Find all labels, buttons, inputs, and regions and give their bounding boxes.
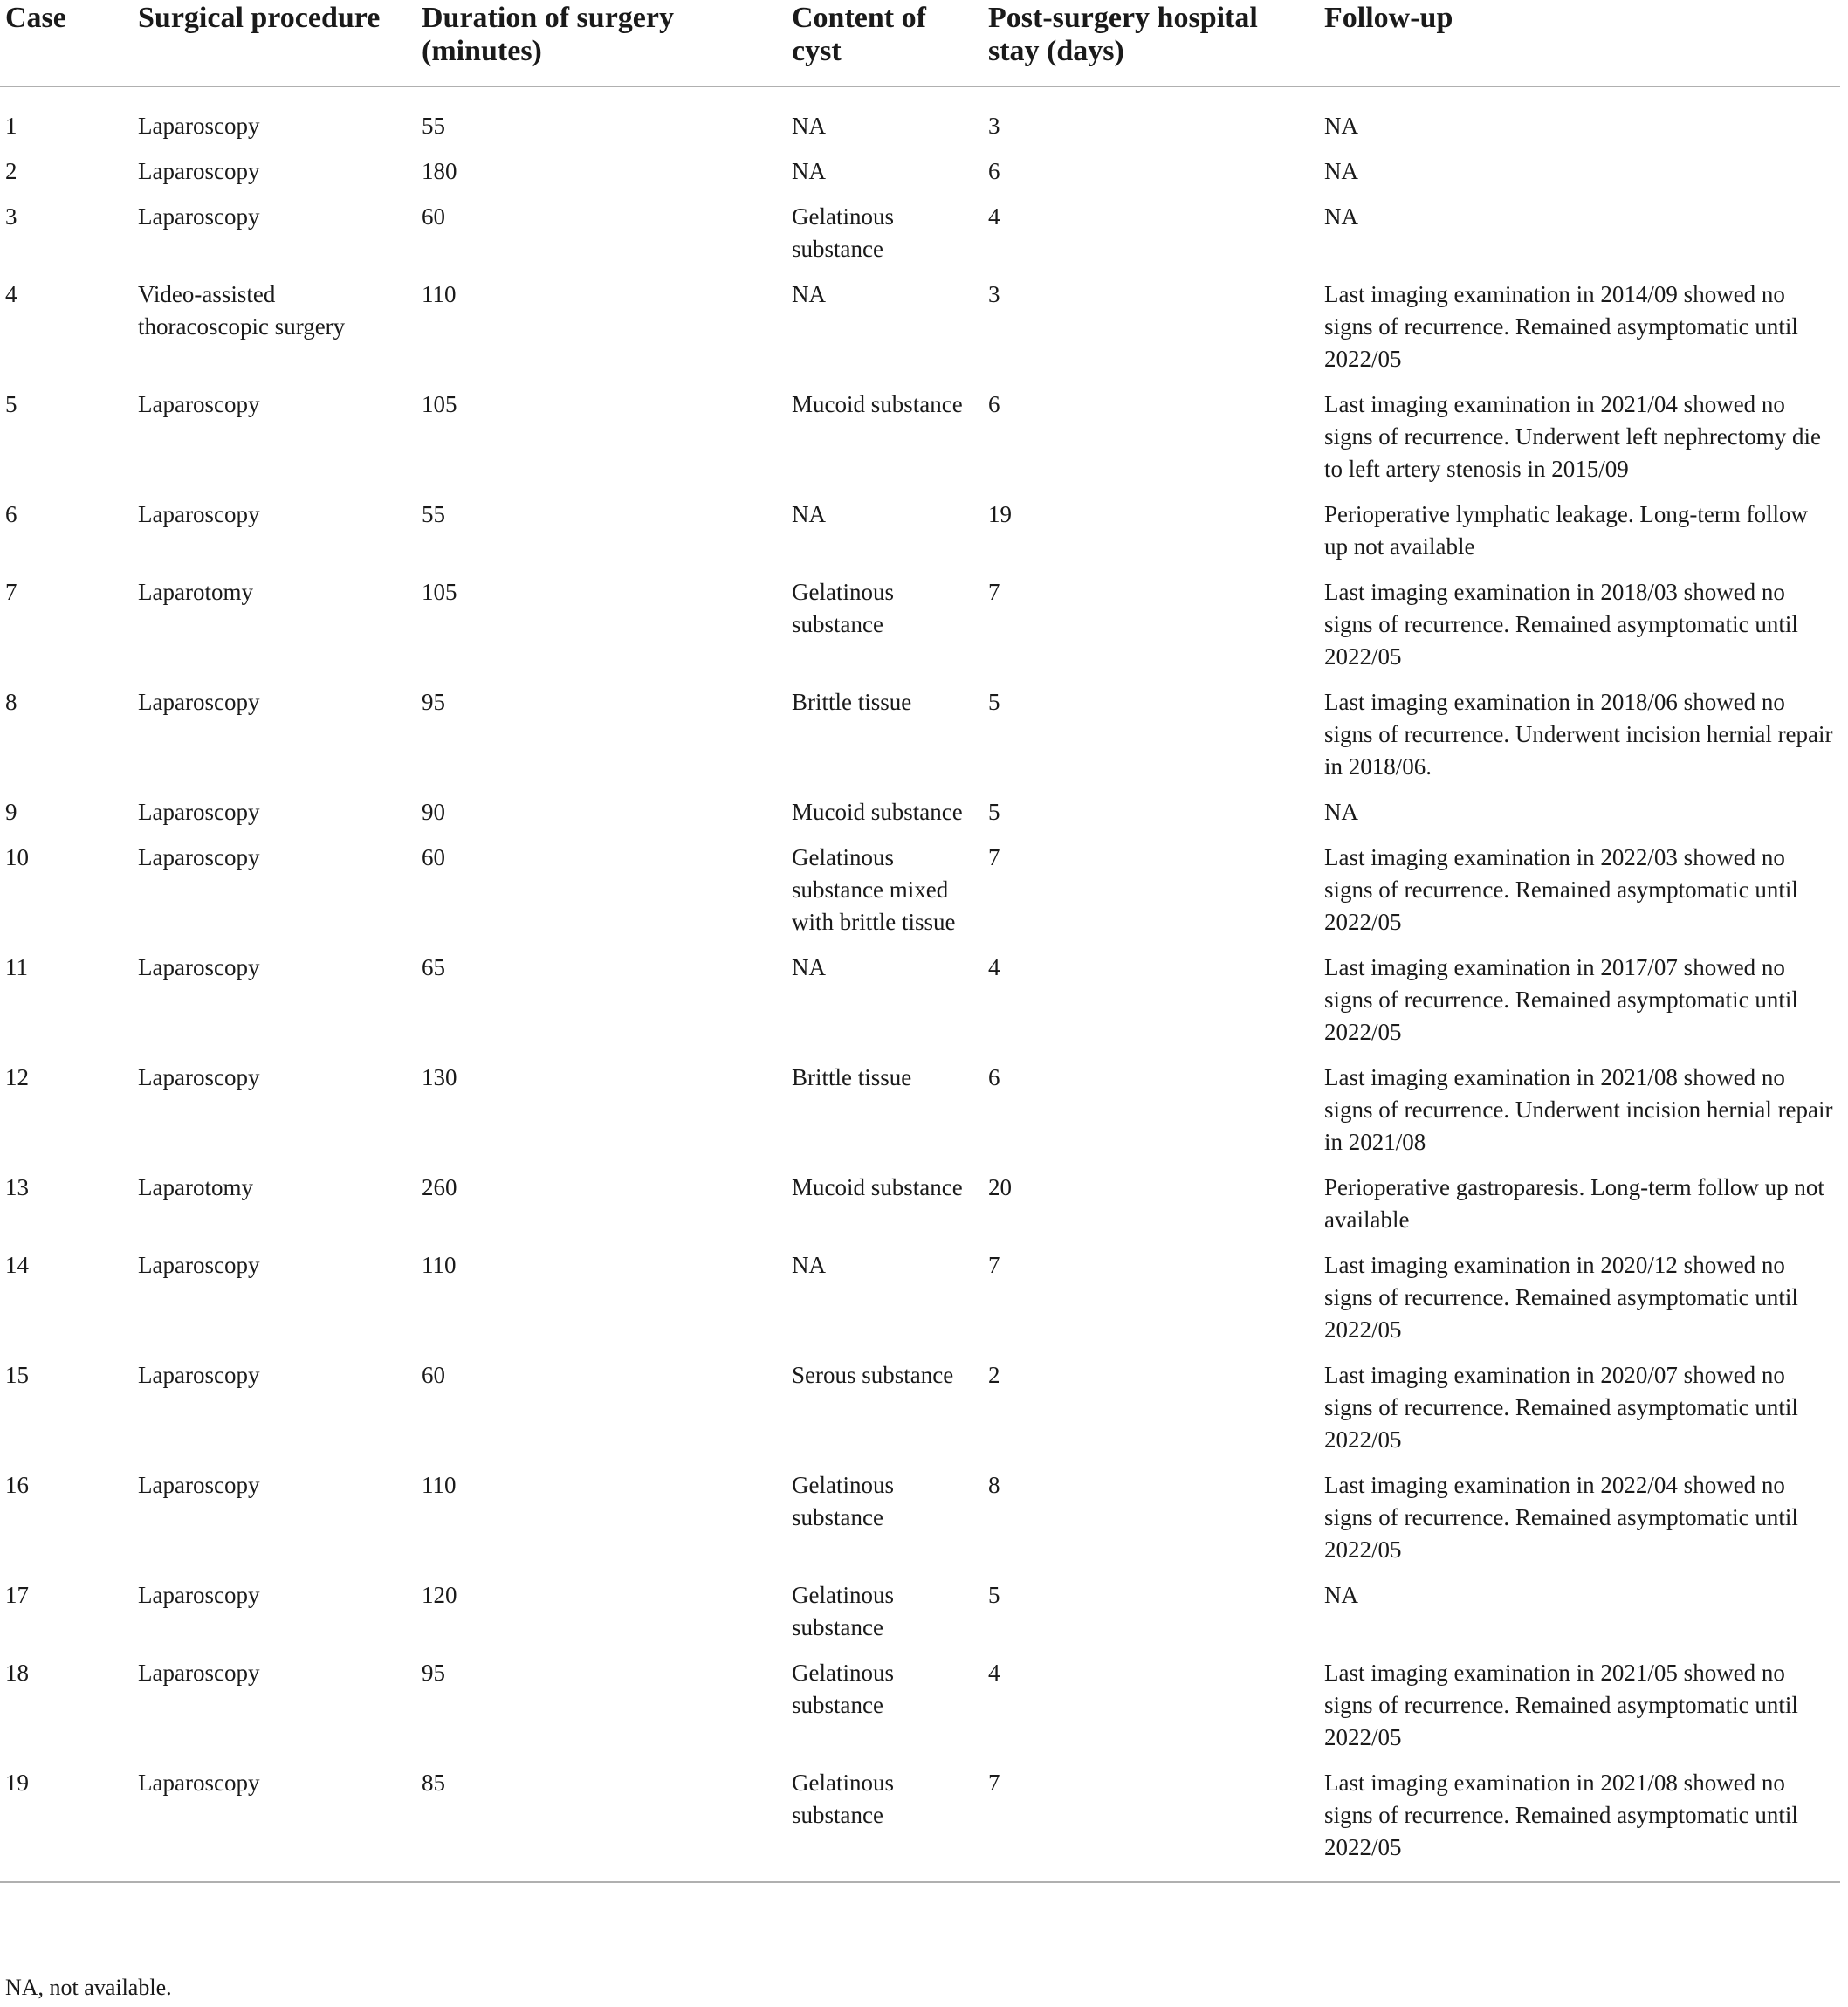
cell-follow-up: Last imaging examination in 2014/09 showed no signs of recurrence. Remained asymptomatic until 2022/05 — [1324, 281, 1798, 372]
cell-hospital-stay: 4 — [988, 1660, 1000, 1686]
cell-content-of-cyst: Mucoid substance — [792, 391, 963, 417]
header-duration: Duration of surgery (minutes) — [416, 0, 787, 86]
cell-surgical-procedure: Laparoscopy — [138, 1660, 260, 1686]
cell-surgical-procedure: Laparoscopy — [138, 1362, 260, 1388]
cell-hospital-stay: 7 — [988, 1252, 1000, 1278]
cell-hospital-stay: 3 — [988, 281, 1000, 307]
cell-content-of-cyst: Serous substance — [792, 1362, 954, 1388]
table-footnote: NA, not available. — [5, 1975, 172, 2000]
cell-case: 11 — [5, 954, 28, 980]
cell-duration: 110 — [422, 281, 457, 307]
table-row — [0, 155, 1840, 201]
cell-surgical-procedure: Laparotomy — [138, 579, 253, 605]
header-case: Case — [0, 0, 133, 86]
cell-hospital-stay: 5 — [988, 689, 1000, 715]
cell-follow-up: Last imaging examination in 2020/07 showed no signs of recurrence. Remained asymptomatic until 2022/05 — [1324, 1362, 1798, 1453]
cell-hospital-stay: 4 — [988, 203, 1000, 230]
cell-duration: 60 — [422, 203, 445, 230]
table-row — [0, 1469, 1840, 1579]
table-row — [0, 1359, 1840, 1469]
cell-case: 10 — [5, 844, 29, 870]
cell-follow-up: Perioperative lymphatic leakage. Long-term follow up not available — [1324, 501, 1809, 560]
cell-case: 9 — [5, 799, 17, 825]
cell-content-of-cyst: NA — [792, 158, 826, 184]
cell-hospital-stay: 5 — [988, 799, 1000, 825]
cell-surgical-procedure: Laparoscopy — [138, 158, 260, 184]
cell-hospital-stay: 6 — [988, 391, 1000, 417]
cell-content-of-cyst: NA — [792, 501, 826, 527]
cell-content-of-cyst: Gelatinous substance — [792, 1582, 894, 1640]
cell-content-of-cyst: Gelatinous substance — [787, 1767, 983, 1882]
table-row — [0, 1657, 1840, 1767]
cell-hospital-stay: 7 — [983, 1767, 1319, 1882]
cell-follow-up: Last imaging examination in 2018/06 showed no signs of recurrence. Underwent incision hernial repair in 2018/06. — [1324, 689, 1833, 780]
cell-surgical-procedure: Laparoscopy — [138, 954, 260, 980]
cell-duration: 180 — [422, 158, 457, 184]
cell-follow-up: Last imaging examination in 2021/08 showed no signs of recurrence. Underwent incision hernial repair in 2021/08 — [1324, 1064, 1833, 1155]
cell-content-of-cyst: Mucoid substance — [792, 1174, 963, 1200]
cell-case: 13 — [5, 1174, 29, 1200]
cell-case: 12 — [5, 1064, 29, 1090]
cell-case: 14 — [5, 1252, 29, 1278]
cell-case: 4 — [5, 281, 17, 307]
cell-duration: 105 — [422, 579, 457, 605]
cell-follow-up: Last imaging examination in 2017/07 showed no signs of recurrence. Remained asymptomatic until 2022/05 — [1324, 954, 1798, 1045]
cell-surgical-procedure: Laparoscopy — [138, 113, 260, 139]
cell-duration: 55 — [422, 113, 445, 139]
cell-content-of-cyst: Gelatinous substance — [792, 1472, 894, 1530]
cell-surgical-procedure: Laparoscopy — [138, 1064, 260, 1090]
header-follow-up: Follow-up — [1319, 0, 1840, 86]
cell-duration: 110 — [422, 1472, 457, 1498]
cell-hospital-stay: 2 — [988, 1362, 1000, 1388]
cell-content-of-cyst: Brittle tissue — [792, 1064, 912, 1090]
cell-duration: 105 — [422, 391, 457, 417]
table-row — [0, 1062, 1840, 1172]
cell-surgical-procedure: Laparoscopy — [138, 1252, 260, 1278]
table-body — [0, 86, 1840, 1882]
cell-content-of-cyst: NA — [792, 281, 826, 307]
cell-case: 6 — [5, 501, 17, 527]
cell-hospital-stay: 5 — [988, 1582, 1000, 1608]
table-row — [0, 201, 1840, 278]
table-header — [0, 0, 1840, 86]
cell-duration: 95 — [422, 1660, 445, 1686]
cell-case: 18 — [5, 1660, 29, 1686]
cell-case: 8 — [5, 689, 17, 715]
header-content-of-cyst: Content of cyst — [787, 0, 983, 86]
cell-duration: 65 — [422, 954, 445, 980]
cell-case: 2 — [5, 158, 17, 184]
cell-content-of-cyst: NA — [792, 113, 826, 139]
cell-hospital-stay: 7 — [988, 844, 1000, 870]
table-row — [0, 1767, 1840, 1882]
cell-follow-up: Perioperative gastroparesis. Long-term follow up not available — [1324, 1174, 1824, 1233]
table-row — [0, 1579, 1840, 1657]
cell-follow-up: NA — [1324, 1582, 1358, 1608]
cell-surgical-procedure: Video-assisted thoracoscopic surgery — [138, 281, 346, 340]
table-row — [0, 498, 1840, 576]
cell-case: 17 — [5, 1582, 29, 1608]
cell-case: 15 — [5, 1362, 29, 1388]
cell-content-of-cyst: Gelatinous substance mixed with brittle tissue — [792, 844, 956, 935]
cell-hospital-stay: 7 — [988, 579, 1000, 605]
cell-hospital-stay: 4 — [988, 954, 1000, 980]
cell-case: 19 — [0, 1767, 133, 1882]
cell-surgical-procedure: Laparoscopy — [138, 1472, 260, 1498]
cell-follow-up: NA — [1324, 799, 1358, 825]
cell-duration: 95 — [422, 689, 445, 715]
cell-follow-up: Last imaging examination in 2020/12 showed no signs of recurrence. Remained asymptomatic until 2022/05 — [1324, 1252, 1798, 1343]
cell-surgical-procedure: Laparotomy — [138, 1174, 253, 1200]
cell-hospital-stay: 20 — [988, 1174, 1012, 1200]
cell-follow-up: NA — [1324, 113, 1358, 139]
cell-case: 16 — [5, 1472, 29, 1498]
header-row — [0, 0, 1840, 86]
cell-follow-up: Last imaging examination in 2022/04 showed no signs of recurrence. Remained asymptomatic until 2022/05 — [1324, 1472, 1798, 1563]
cell-duration: 60 — [422, 1362, 445, 1388]
table-row — [0, 576, 1840, 686]
cell-case: 5 — [5, 391, 17, 417]
cell-duration: 110 — [422, 1252, 457, 1278]
cell-hospital-stay: 6 — [988, 1064, 1000, 1090]
cell-duration: 130 — [422, 1064, 457, 1090]
cell-follow-up: Last imaging examination in 2022/03 showed no signs of recurrence. Remained asymptomatic until 2022/05 — [1324, 844, 1798, 935]
cell-duration: 60 — [422, 844, 445, 870]
cell-hospital-stay: 6 — [988, 158, 1000, 184]
table-row — [0, 1249, 1840, 1359]
cell-content-of-cyst: Gelatinous substance — [792, 1660, 894, 1718]
table-row — [0, 842, 1840, 952]
table-row — [0, 86, 1840, 155]
cell-follow-up: Last imaging examination in 2021/08 showed no signs of recurrence. Remained asymptomatic until 2022/05 — [1319, 1767, 1840, 1882]
cell-follow-up: Last imaging examination in 2018/03 showed no signs of recurrence. Remained asymptomatic until 2022/05 — [1324, 579, 1798, 670]
cell-surgical-procedure: Laparoscopy — [138, 689, 260, 715]
table-row — [0, 796, 1840, 842]
cell-surgical-procedure: Laparoscopy — [138, 391, 260, 417]
header-surgical-procedure: Surgical procedure — [133, 0, 416, 86]
cell-surgical-procedure: Laparoscopy — [138, 844, 260, 870]
cell-content-of-cyst: Gelatinous substance — [792, 579, 894, 637]
cell-content-of-cyst: Mucoid substance — [792, 799, 963, 825]
table-row — [0, 952, 1840, 1062]
table-row — [0, 1172, 1840, 1249]
cell-follow-up: Last imaging examination in 2021/04 showed no signs of recurrence. Underwent left nephrectomy die to left artery stenosis in 2015/09 — [1324, 391, 1822, 482]
cell-hospital-stay: 8 — [988, 1472, 1000, 1498]
cell-follow-up: NA — [1324, 158, 1358, 184]
cell-content-of-cyst: Gelatinous substance — [792, 203, 894, 262]
cell-case: 3 — [5, 203, 17, 230]
cell-content-of-cyst: NA — [792, 954, 826, 980]
cell-surgical-procedure: Laparoscopy — [138, 501, 260, 527]
cell-follow-up: NA — [1324, 203, 1358, 230]
cell-case: 1 — [5, 113, 17, 139]
cell-follow-up: Last imaging examination in 2021/05 showed no signs of recurrence. Remained asymptomatic until 2022/05 — [1324, 1660, 1798, 1750]
cell-surgical-procedure: Laparoscopy — [138, 203, 260, 230]
cell-hospital-stay: 3 — [988, 113, 1000, 139]
cell-hospital-stay: 19 — [988, 501, 1012, 527]
cell-duration: 55 — [422, 501, 445, 527]
table-row — [0, 388, 1840, 498]
cell-surgical-procedure: Laparoscopy — [138, 1582, 260, 1608]
cell-content-of-cyst: Brittle tissue — [792, 689, 912, 715]
table-row — [0, 686, 1840, 796]
cell-duration: 90 — [422, 799, 445, 825]
cell-surgical-procedure: Laparoscopy — [138, 799, 260, 825]
cell-case: 7 — [5, 579, 17, 605]
header-hospital-stay: Post-surgery hospital stay (days) — [983, 0, 1319, 86]
cell-content-of-cyst: NA — [792, 1252, 826, 1278]
cell-duration: 120 — [422, 1582, 457, 1608]
cell-duration: 260 — [422, 1174, 457, 1200]
cell-duration: 85 — [416, 1767, 787, 1882]
table-row — [0, 278, 1840, 388]
cell-surgical-procedure: Laparoscopy — [133, 1767, 416, 1882]
